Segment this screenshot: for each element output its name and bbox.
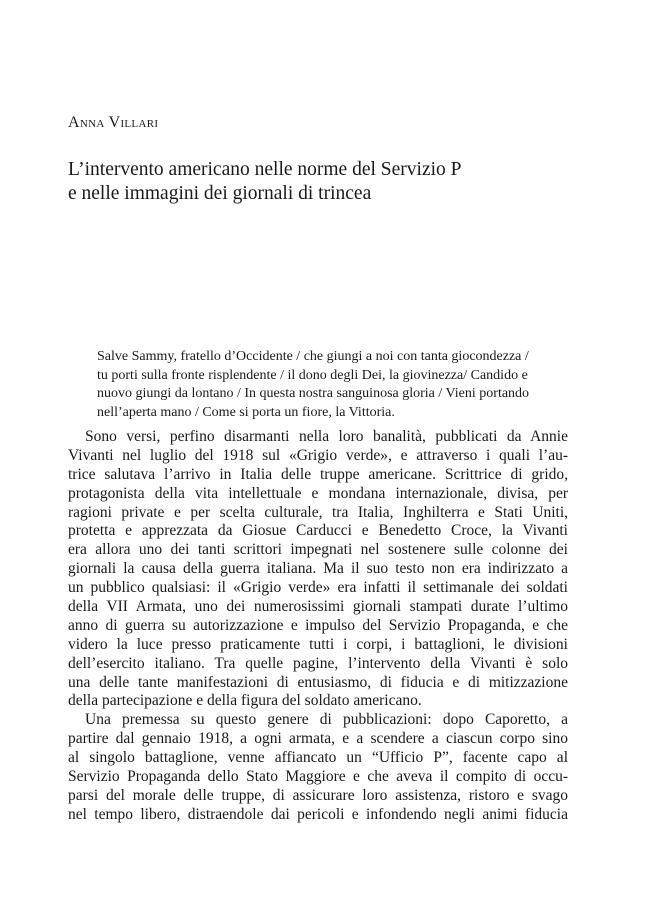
text-line: era allora uno dei tanti scrittori impegnati nel sostenere sulle colonne dei xyxy=(68,541,568,559)
text-line: Una premessa su questo genere di pubblicazioni: dopo Caporetto, a xyxy=(85,711,568,729)
text-line: protetta e apprezzata da Giosue Carducci e Benedetto Croce, la Vivanti xyxy=(68,522,568,540)
text-line: Vivanti nel luglio del 1918 sul «Grigio verde», e attraverso i quali l’au- xyxy=(68,446,568,464)
text-line: videro la luce presso praticamente tutti i corpi, i battaglioni, le divisioni xyxy=(68,635,568,653)
text-line: partire dal gennaio 1918, a ogni armata, e a scendere a ciascun corpo sino xyxy=(68,730,568,748)
text-line: protagonista della vita intellettuale e mondana internazionale, divisa, per xyxy=(68,484,568,502)
title-line: L’intervento americano nelle norme del Servizio P xyxy=(68,159,462,180)
text-line: trice salutava l’arrivo in Italia delle truppe americane. Scrittrice di grido, xyxy=(68,465,568,483)
text-line: nel tempo libero, distraendole dai pericoli e infondendo negli animi fiducia xyxy=(68,805,568,823)
author-name: Anna Villari xyxy=(68,114,159,131)
text-line: giornali la causa della guerra italiana. Ma il suo testo non era indirizzato a xyxy=(68,560,568,578)
article-title xyxy=(68,158,588,206)
text-line: un pubblico qualsiasi: il «Grigio verde» era infatti il settimanale dei soldati xyxy=(68,579,568,597)
title-line: e nelle immagini dei giornali di trincea xyxy=(68,183,372,204)
text-line: ragioni private e per scelta culturale, tra Italia, Inghilterra e Stati Uniti, xyxy=(68,503,568,521)
body-text xyxy=(68,428,568,825)
text-line: parsi del morale delle truppe, di assicurare loro assistenza, ristoro e svago xyxy=(68,786,568,804)
text-line: della partecipazione e della figura del soldato americano. xyxy=(68,692,422,710)
text-line: Servizio Propaganda dello Stato Maggiore e che aveva il compito di occu- xyxy=(68,768,568,786)
epigraph-line: tu porti sulla fronte risplendente / il dono degli Dei, la giovinezza/ Candido e xyxy=(97,367,528,383)
epigraph-line: Salve Sammy, fratello d’Occidente / che giungi a noi con tanta giocondezza / xyxy=(97,349,529,364)
epigraph-line: nuovo giungi da lontano / In questa nostra sanguinosa gloria / Vieni portando xyxy=(97,386,530,401)
text-line: una delle tante manifestazioni di entusiasmo, di fiducia e di mitizzazione xyxy=(68,673,568,691)
text-line: dell’esercito italiano. Tra quelle pagine, l’intervento della Vivanti è solo xyxy=(68,654,568,672)
text-line: al singolo battaglione, venne affiancato un “Ufficio P”, facente capo al xyxy=(68,749,568,767)
paragraph-2 xyxy=(68,711,568,824)
paragraph-1 xyxy=(68,428,568,711)
epigraph xyxy=(97,348,567,422)
epigraph-line: nell’aperta mano / Come si porta un fiore, la Vittoria. xyxy=(97,404,395,420)
text-line: anno di guerra su autorizzazione e impulso del Servizio Propaganda, e che xyxy=(68,616,568,634)
text-line: della VII Armata, uno dei numerosissimi giornali stampati durate l’ultimo xyxy=(68,598,568,616)
text-line: Sono versi, perfino disarmanti nella loro banalità, pubblicati da Annie xyxy=(85,428,568,445)
